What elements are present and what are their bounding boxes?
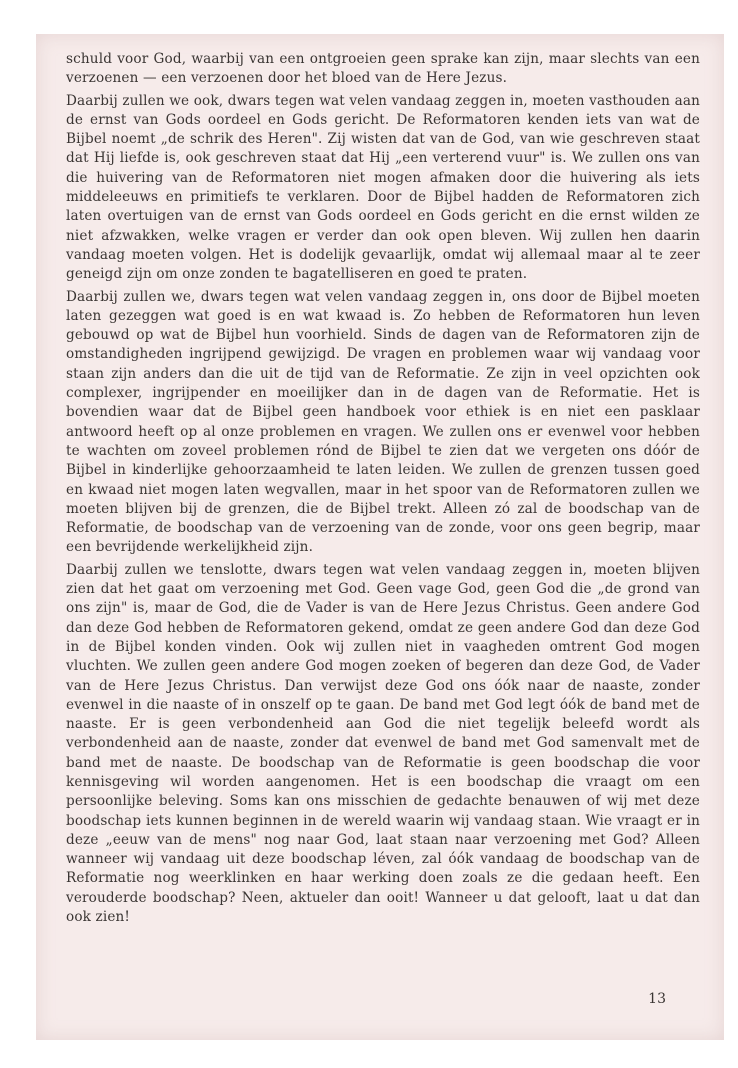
paragraph-3: Daarbij zullen we, dwars tegen wat velen vandaag zeggen in, ons door de Bijbel moeten laten gezeggen wat goed is en wat kwaad is. Zo hebben de Reformatoren hun leven gebouwd op wat de Bijbel hun voorhield. Sinds de dagen van de Reformatoren zijn de omstandigheden ingrijpend gewijzigd. De vragen en problemen waar wij vandaag voor staan zijn anders dan die uit de tijd van de Reformatie. Ze zijn in veel opzichten ook complexer, ingrijpender en moeilijker dan in de dagen van de Reformatie. Het is bovendien waar dat de Bijbel geen handboek voor ethiek is en niet een pasklaar antwoord heeft op al onze problemen en vragen. We zullen ons er evenwel voor hebben te wachten om zoveel problemen rónd de Bijbel te zien dat we vergeten ons dóór de Bijbel in kinderlijke gehoorzaamheid te laten leiden. We zullen de grenzen tussen goed en kwaad niet mogen laten wegvallen, maar in het spoor van de Reformatoren zullen we moeten blijven bij de grenzen, die de Bijbel trekt. Alleen zó zal de boodschap van de Reformatie, de boodschap van de verzoening van de zonde, voor ons geen begrip, maar een bevrijdende werkelijkheid zijn. [66, 288, 700, 556]
scanned-page [36, 34, 724, 1040]
paragraph-1: schuld voor God, waarbij van een ontgroeien geen sprake kan zijn, maar slechts van een verzoenen — een verzoenen door het bloed van de Here Jezus. [66, 51, 700, 87]
paragraph-4: Daarbij zullen we tenslotte, dwars tegen wat velen vandaag zeggen in, moeten blijven zien dat het gaat om verzoening met God. Geen vage God, geen God die „de grond van ons zijn" is, maar de God, die de Vader is van de Here Jezus Christus. Geen andere God dan deze God hebben de Reformatoren gekend, omdat ze geen andere God dan deze God in de Bijbel konden vinden. Ook wij zullen niet in vaagheden omtrent God mogen vluchten. We zullen geen andere God mogen zoeken of begeren dan deze God, de Vader van de Here Jezus Christus. Dan verwijst deze God ons óók naar de naaste, zonder evenwel in die naaste of in onszelf op te gaan. De band met God legt óók de band met de naaste. Er is geen verbondenheid aan God die niet tegelijk beleefd wordt als verbondenheid aan de naaste, zonder dat evenwel de band met God samenvalt met de band met de naaste. De boodschap van de Reformatie is geen boodschap die voor kennisgeving wil worden aangenomen. Het is een boodschap die vraagt om een persoonlijke beleving. Soms kan ons misschien de gedachte benauwen of wij met deze boodschap iets kunnen beginnen in de wereld waarin wij vandaag staan. Wie vraagt er in deze „eeuw van de mens" nog naar God, laat staan naar verzoening met God? Alleen wanneer wij vandaag uit deze boodschap léven, zal óók vandaag de boodschap van de Reformatie nog weerklinken en haar werking doen zoals ze die gedaan heeft. Een verouderde boodschap? Neen, aktueler dan ooit! Wanneer u dat gelooft, laat u dat dan ook zien! [66, 561, 700, 926]
paragraph-2: Daarbij zullen we ook, dwars tegen wat velen vandaag zeggen in, moeten vasthouden aan de ernst van Gods oordeel en Gods gericht. De Reformatoren kenden iets van wat de Bijbel noemt „de schrik des Heren". Zij wisten dat van de God, van wie geschreven staat dat Hij liefde is, ook geschreven staat dat Hij „een verterend vuur" is. We zullen ons van die huivering van de Reformatoren niet mogen afmaken door die huivering als iets middeleeuws en primitiefs te verklaren. Door de Bijbel hadden de Reformatoren zich laten overtuigen van de ernst van Gods oordeel en Gods gericht en die ernst wilden ze niet afzwakken, welke vragen er verder dan ook open bleven. Wij zullen hen daarin vandaag moeten volgen. Het is dodelijk gevaarlijk, omdat wij allemaal maar al te zeer geneigd zijn om onze zonden te bagatelliseren en goed te praten. [66, 92, 700, 283]
body-text [66, 50, 700, 927]
page-number: 13 [648, 991, 666, 1007]
